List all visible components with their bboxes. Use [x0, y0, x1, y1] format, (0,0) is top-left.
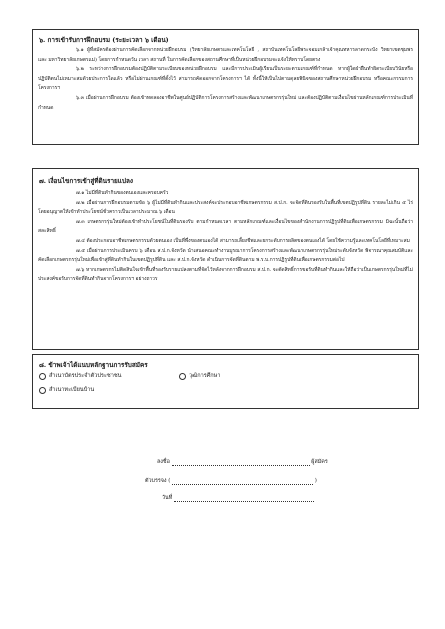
section-6-item-3: ๖.๓ เมื่อผ่านการฝึกอบรม ต้องเข้าทดลองอาชีพในศูนย์ปฏิบัติการโครงการสร้างและพัฒนาเกษตรกรรุ่นใหม่ และต้องปฏิบัติตามเงื่อนไขผ่านหลักเกณฑ์การประเมินที่กำหนด [38, 94, 413, 111]
date-label: วันที่ [162, 495, 173, 501]
section-7-item-6: ๗.๖ หากเกษตรกรไม่ติดสินใจเข้าพื้นที่รองรับรายแปลงตามที่จัดไว้หลังจากการฝึกอบรม ส.ป.ก. จะตัดสิทธิ์การขอรับที่ดินทำกินและให้ถือว่าเป็นเกษตรกรรุ่นใหม่ที่ไม่ประสงค์ขอรับการจัดที่ดินทำกินจากโครงการฯ อย่างถาวร [38, 266, 413, 283]
option-education[interactable] [179, 372, 221, 380]
section-7-title: ๗. เงื่อนไขการเข้าสู่ที่ดินรายแปลง [39, 177, 133, 185]
section-7-item-5: ๗.๕ เมื่อผ่านการประเมินครบ ๖ เดือน ส.ป.ก.จังหวัด นำเสนอคณะทำงานบูรณาการโครงการสร้างและพัฒนาเกษตรกรรุ่นใหม่ระดับจังหวัด พิจารณาคุณสมบัติและคัดเลือกเกษตรกรรุ่นใหม่เพื่อเข้าสู่ที่ดินทำกินในเขตปฏิรูปที่ดิน และ ส.ป.ก.จังหวัด ดำเนินการจัดที่ดินตาม พ.ร.บ.การปฏิรูปที่ดินเพื่อเกษตรกรรมต่อไป [38, 247, 413, 264]
section-7-item-1: ๗.๑ ไม่มีที่ดินทำกินของตนเองและครอบครัว [76, 190, 169, 196]
applicant-label: ผู้สมัคร [311, 459, 328, 465]
printed-name-line [145, 477, 317, 485]
section-6-box [32, 29, 419, 145]
section-7-box [32, 168, 419, 350]
printed-name-open: ตัวบรรจง ( [145, 478, 171, 484]
printed-name-field[interactable] [172, 484, 313, 485]
radio-circle-icon[interactable] [39, 373, 46, 380]
section-7-body [38, 189, 413, 285]
option-id-card-label: สำเนาบัตรประจำตัวประชาชน [49, 373, 122, 379]
section-7-item-3: ๗.๓ เกษตรกรรุ่นใหม่ต้องเข้าทำประโยชน์ในที่ดินรองรับ ตามกำหนดเวลา ตามหลักเกณฑ์และเงื่อนไขของสำนักงานการปฏิรูปที่ดินเพื่อเกษตรกรรม มิฉะนั้นถือว่าสละสิทธิ์ [38, 218, 413, 235]
section-8-box [32, 354, 419, 409]
date-line [162, 494, 314, 502]
date-field[interactable] [174, 501, 314, 502]
radio-circle-icon[interactable] [39, 387, 46, 394]
printed-name-close: ) [314, 478, 317, 484]
section-8-title: ๘. ข้าพเจ้าได้แนบหลักฐานการรับสมัคร [39, 361, 148, 369]
section-7-item-2: ๗.๒ เมื่อผ่านการฝึกอบรมตามข้อ ๖ ผู้ไม่มีที่ดินทำกินและประสงค์จะประกอบอาชีพเกษตรกรรม ส.ป.ก. จะจัดที่ดินรองรับในพื้นที่เขตปฏิรูปที่ดิน รายละไม่เกิน ๕ ไร่ โดยอนุญาตให้เข้าทำประโยชน์ชั่วคราวเป็นเวลาประมาณ ๖ เดือน [38, 199, 413, 216]
signature-line [157, 458, 328, 466]
option-education-label: วุฒิการศึกษา [189, 373, 221, 379]
section-6-item-1: ๖.๑ ผู้ที่สมัครต้องผ่านการคัดเลือกจากหน่วยฝึกอบรม (วิทยาลัยเกษตรและเทคโนโลยี , สถาบันเทคโนโลยีพระจอมเกล้าเจ้าคุณทหารลาดกระบัง วิทยาเขตชุมพร และ มหาวิทยาลัยเกษตรแม่) โดยการกำหนดวัน เวลา สถานที่ ในการคัดเลือกของสถานศึกษาที่เป็นหน่วยฝึกอบรมจะแจ้งให้ทราบโดยตรง [38, 47, 413, 63]
option-id-card[interactable] [39, 372, 122, 380]
section-7-item-4: ๗.๔ ต้องประกอบอาชีพเกษตรกรรมด้วยตนเอง เป็นที่พึ่งของตนเองได้ สามารถเลี้ยงชีพและยกระดับการผลิตของตนเองได้ โดยใช้ความรู้และเทคโนโลยีที่เหมาะสม [76, 237, 410, 244]
section-6-body [38, 46, 413, 113]
option-house-registration-label: สำเนาทะเบียนบ้าน [49, 387, 95, 393]
radio-circle-icon[interactable] [179, 373, 186, 380]
section-6-title: ๖. การเข้ารับการฝึกอบรม (ระยะเวลา ๖ เดือน) [39, 36, 169, 44]
sign-label: ลงชื่อ [157, 459, 170, 465]
option-house-registration[interactable] [39, 386, 94, 394]
signature-field[interactable] [172, 465, 310, 466]
section-6-item-2: ๖.๒ ระหว่างการฝึกอบรมต้องปฏิบัติตามระเบียบของหน่วยฝึกอบรม และมีการประเมินผู้เรียนเป็นระยะตามเกณฑ์ที่กำหนด หากผู้ใดฝ่าฝืนทำผิดระเบียบวินัยหรือปฏิบัติตนไม่เหมาะสมด้วยประการใดแล้ว หรือไม่ผ่านเกณฑ์ที่ตั้งไว้ สามารถคัดออกจากโครงการฯ ได้ ทั้งนี้ให้เป็นไปตามดุลยพินิจของสถานศึกษาหน่วยฝึกอบรม หรือคณะกรรมการโครงการฯ [38, 66, 413, 92]
